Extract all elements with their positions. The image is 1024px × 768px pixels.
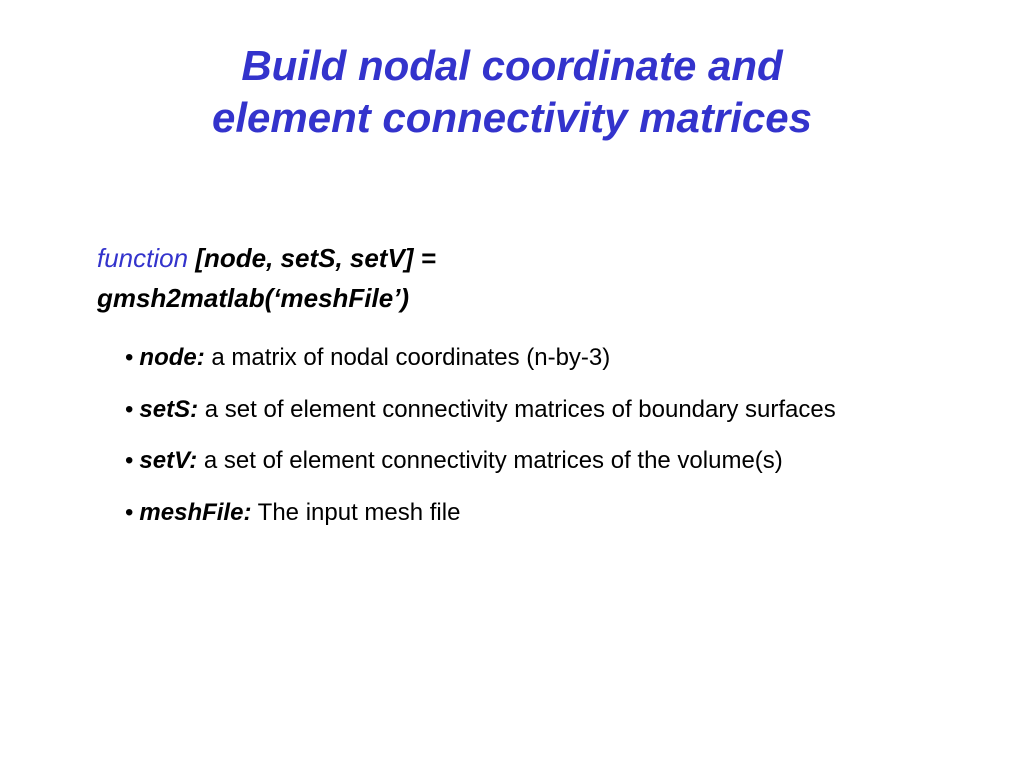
slide-title-line-1: Build nodal coordinate and xyxy=(241,42,783,89)
bullet-icon: • xyxy=(125,344,134,371)
parameter-term: node: xyxy=(139,344,205,371)
bullet-icon: • xyxy=(125,447,134,474)
parameter-term: meshFile: xyxy=(139,498,252,526)
parameter-item-sets xyxy=(125,392,1015,428)
parameter-description: a matrix of nodal coordinates (n-by-3) xyxy=(211,344,611,371)
parameter-description: a set of element connectivity matrices of the volume(s) xyxy=(203,447,783,474)
bullet-icon: • xyxy=(125,395,134,423)
slide-title xyxy=(0,40,1024,144)
parameter-item-node xyxy=(125,340,1015,376)
signature-call: gmsh2matlab(‘meshFile’) xyxy=(97,283,410,313)
bullet-icon: • xyxy=(125,498,134,526)
signature-outputs: [node, setS, setV] = xyxy=(195,243,436,273)
function-signature xyxy=(97,238,657,318)
parameter-description: a set of element connectivity matrices of boundary surfaces xyxy=(204,395,836,423)
parameter-description: The input mesh file xyxy=(257,498,461,526)
parameter-item-meshfile xyxy=(125,495,1015,531)
parameter-term: setV: xyxy=(139,447,198,474)
function-keyword: function xyxy=(97,243,189,273)
parameter-item-setv xyxy=(125,443,1015,479)
parameter-list xyxy=(125,340,1015,546)
slide-title-line-2: element connectivity matrices xyxy=(212,94,812,141)
parameter-term: setS: xyxy=(139,395,199,423)
